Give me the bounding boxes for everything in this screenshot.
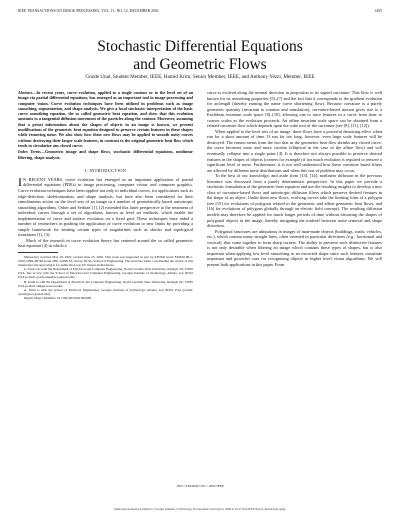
author-line: Gozde Unal, Student Member, IEEE, Hamid Krim, Senior Member, IEEE, and Anthony Yezzi, Member, IEEE bbox=[85, 74, 315, 80]
right-paragraph-2: When applied to the level sets of an image, these flows have a powerful denoising effect when run for a short amount of time. If run for too long, however, even large scale features will be destroyed. The reason stems from the fact that as the geometric heat flow shrinks any closed curve, the curve becomes more and more circular (elliptical in the case of the affine flow) and will eventually collapse into a single point [4]. It is therefore not always possible to preserve desired features in the shapes of objects (corners for example) if too much evolution is required to remove a significant level of noise. Furthermore, it is not well understood how these curvature based filters are affected by different noise distributions and when this sort of problem may occur. bbox=[207, 128, 382, 173]
abstract-label: Abstract— bbox=[18, 90, 37, 95]
intro-paragraph-2: Much of the research in curve evolution theory has centered around the so called geometric heat equation [4] in which a bbox=[18, 237, 193, 249]
introduction-body bbox=[18, 177, 193, 249]
left-column bbox=[18, 90, 193, 300]
footnote-doi: Digital Object Identifier 10.1109/TIP.2002.804568 bbox=[24, 295, 91, 300]
intro-paragraph-1 bbox=[18, 177, 193, 238]
copyright-line: 1057-7149/02$17.00 © 2002 IEEE bbox=[176, 484, 224, 488]
right-paragraph-4: Polygonal structures are ubiquitous in images of man-made objects (buildings, roads, vehicles, etc.), which contain many straight lines, often oriented in particular directions (e.g., horizontal and vertical), that come together to form sharp corners. The ability to preserve such distinctive features is not only desirable when filtering an image which contains these types of shapes, but is also important when applying low level smoothing to an extracted shape since such features constitute important and powerful cues for recognizing objects in higher level vision algorithms. We will present both applications in this paper. From bbox=[207, 228, 382, 267]
footnote-author-yezzi: A. Yezzi is with the School of Electrical Engineering, Georgia Institute of Technology, Atlanta, GA 30332 USA (e-mail: ayezzi@ece.gatech.edu). bbox=[18, 287, 193, 296]
title-line-1: Stochastic Differential Equations bbox=[97, 38, 303, 55]
right-paragraph-1: curve is evolved along the normal direction in proportion to its signed curvature. This flow is well known for its smoothing properties [5]–[7] and the fact that it corresponds to the gradient evolution for arclength (thereby earning the name curve shortening flow). Because curvature is a purely geometric quantity (invariant to rotation and translation), curvature-based motion gives rise to a Euclidean invariant scale space [8]–[10], allowing one to trace features in a curve from finer to coarser scales as the evolution proceeds. An affine invariant scale space can be obtained from a related curvature flow which depends upon the cube root of the curvature (see [8], [11], [12]). bbox=[207, 90, 382, 129]
running-header bbox=[18, 9, 382, 13]
footnote-manuscript: Manuscript received May 29, 2001; revised June 25, 2002. This work was supported in part by AFOSR Grant F49620-98-1-0190, ONR-MURI Grant JHU-72298-S2, and by NCSU School of Engineering. The associate editor coordinating the review of this manuscript and approving it for publication was Dr. Nasser Kehtarnavaz. bbox=[18, 254, 193, 268]
index-terms-label: Index Terms— bbox=[18, 149, 45, 155]
footnotes bbox=[18, 255, 193, 300]
paper-title bbox=[0, 38, 400, 73]
drop-cap: I bbox=[18, 175, 22, 190]
right-paragraph-3: To the best of our knowledge, and aside from [13], [14], nonlinear diffusion in the previous literature was discussed from a purely deterministic perspective. In this paper we provide a stochastic formulation of the geometric heat equation and use the resulting insights to develop a new class of curvature-based flows and anisotropic diffusion filters which preserve desired features in the shape of an object. Under these new flows, evolving curves take the limiting form of a polygon (see [15] for evolutions of polygons related to the geometric and affine geometric heat flows, and [16] for evolutions of polygons globally through an electric field concept). The resulting diffusion models may therefore be applied for much longer periods of time without distorting the shapes of polygonal objects in the image, thereby mitigating the tradeoff between noise removal and shape distortion. bbox=[207, 173, 382, 229]
download-footer: Authorized licensed use limited to: Georgia Institute of Technology. Downloaded on October 6, 2008 at 15:47 from IEEE Xplore. Restrictions apply. bbox=[113, 507, 287, 511]
footnote-author-unal: G. Unal was with the Department of Electrical and Computer Engineering, North Carolina State University, Raleigh, NC 27695 USA. She is now with the School of Electrical and Computer Engineering, Georgia Institute of Technology, Atlanta, GA 30332 USA (e-mail: gozde.unal@ece.gatech.edu). bbox=[18, 267, 193, 280]
intro-paragraph-1-text: N RECENT YEARS, curve evolution has emerged as an important application of partial differential equations (PDEs) in image processing, computer vision, and computer graphics. Curve evolution techniques have been applied not only to individual curves, for applications such as edge-detection, skeletonization, and shape analysis, but have also been considered for their simultaneous action on the level sets of an image in a number of geometrically based anisotropic smoothing algorithms. Osher and Sethian [1], [2] extended this latter perspective to the treatment of individual curves through a set of algorithms, known as level set methods, which enable the implementation of curve and surface evolution on a fixed grid. These techniques have aided a number of researchers in pushing the application of curve evolution to new limits by providing a simple framework for treating certain types of singularities such as shocks and topological transitions [1], [3]. bbox=[18, 176, 193, 238]
footnote-divider bbox=[18, 252, 58, 253]
index-terms-text: Geometric image and shape flows, stochastic differential equations, nonlinear filtering, shape analysis. bbox=[18, 149, 193, 160]
right-column bbox=[207, 90, 382, 268]
index-terms bbox=[18, 149, 193, 160]
abstract bbox=[18, 90, 193, 148]
journal-header: IEEE TRANSACTIONS ON IMAGE PROCESSING, VOL. 11, NO. 12, DECEMBER 2002 bbox=[18, 9, 159, 13]
section-heading-introduction: I. INTRODUCTION bbox=[84, 167, 127, 173]
abstract-text: In recent years, curve evolution, applied to a single contour or to the level set of an image via partial differential equations, has emerged as an important tool in image processing and computer vision. Curve evolution techniques have been utilized in problems such as image smoothing, segmentation, and shape analysis. We give a local stochastic interpretation of the basic curve smoothing equation, the so called geometric heat equation, and show that this evolution amounts to a tangential diffusion movement of the particles along the contour. Moreover, assuming that a priori information about the shapes of objects in an image is known, we present modifications of the geometric heat equation designed to preserve certain features in these shapes while removing noise. We also show how these new flows may be applied to smooth noisy curves without destroying their larger scale features, in contrast to the original geometric heat flow which tends to circularize any closed curve. bbox=[18, 90, 193, 148]
footnote-author-krim: H. Krim is with the Department of Electrical and Computer Engineering, North Carolina State University, Raleigh, NC 27695 USA (e-mail: ahk@eos.ncsu.edu). bbox=[18, 279, 193, 288]
title-line-2: and Geometric Flows bbox=[133, 55, 267, 73]
page-number: 1405 bbox=[374, 9, 382, 13]
